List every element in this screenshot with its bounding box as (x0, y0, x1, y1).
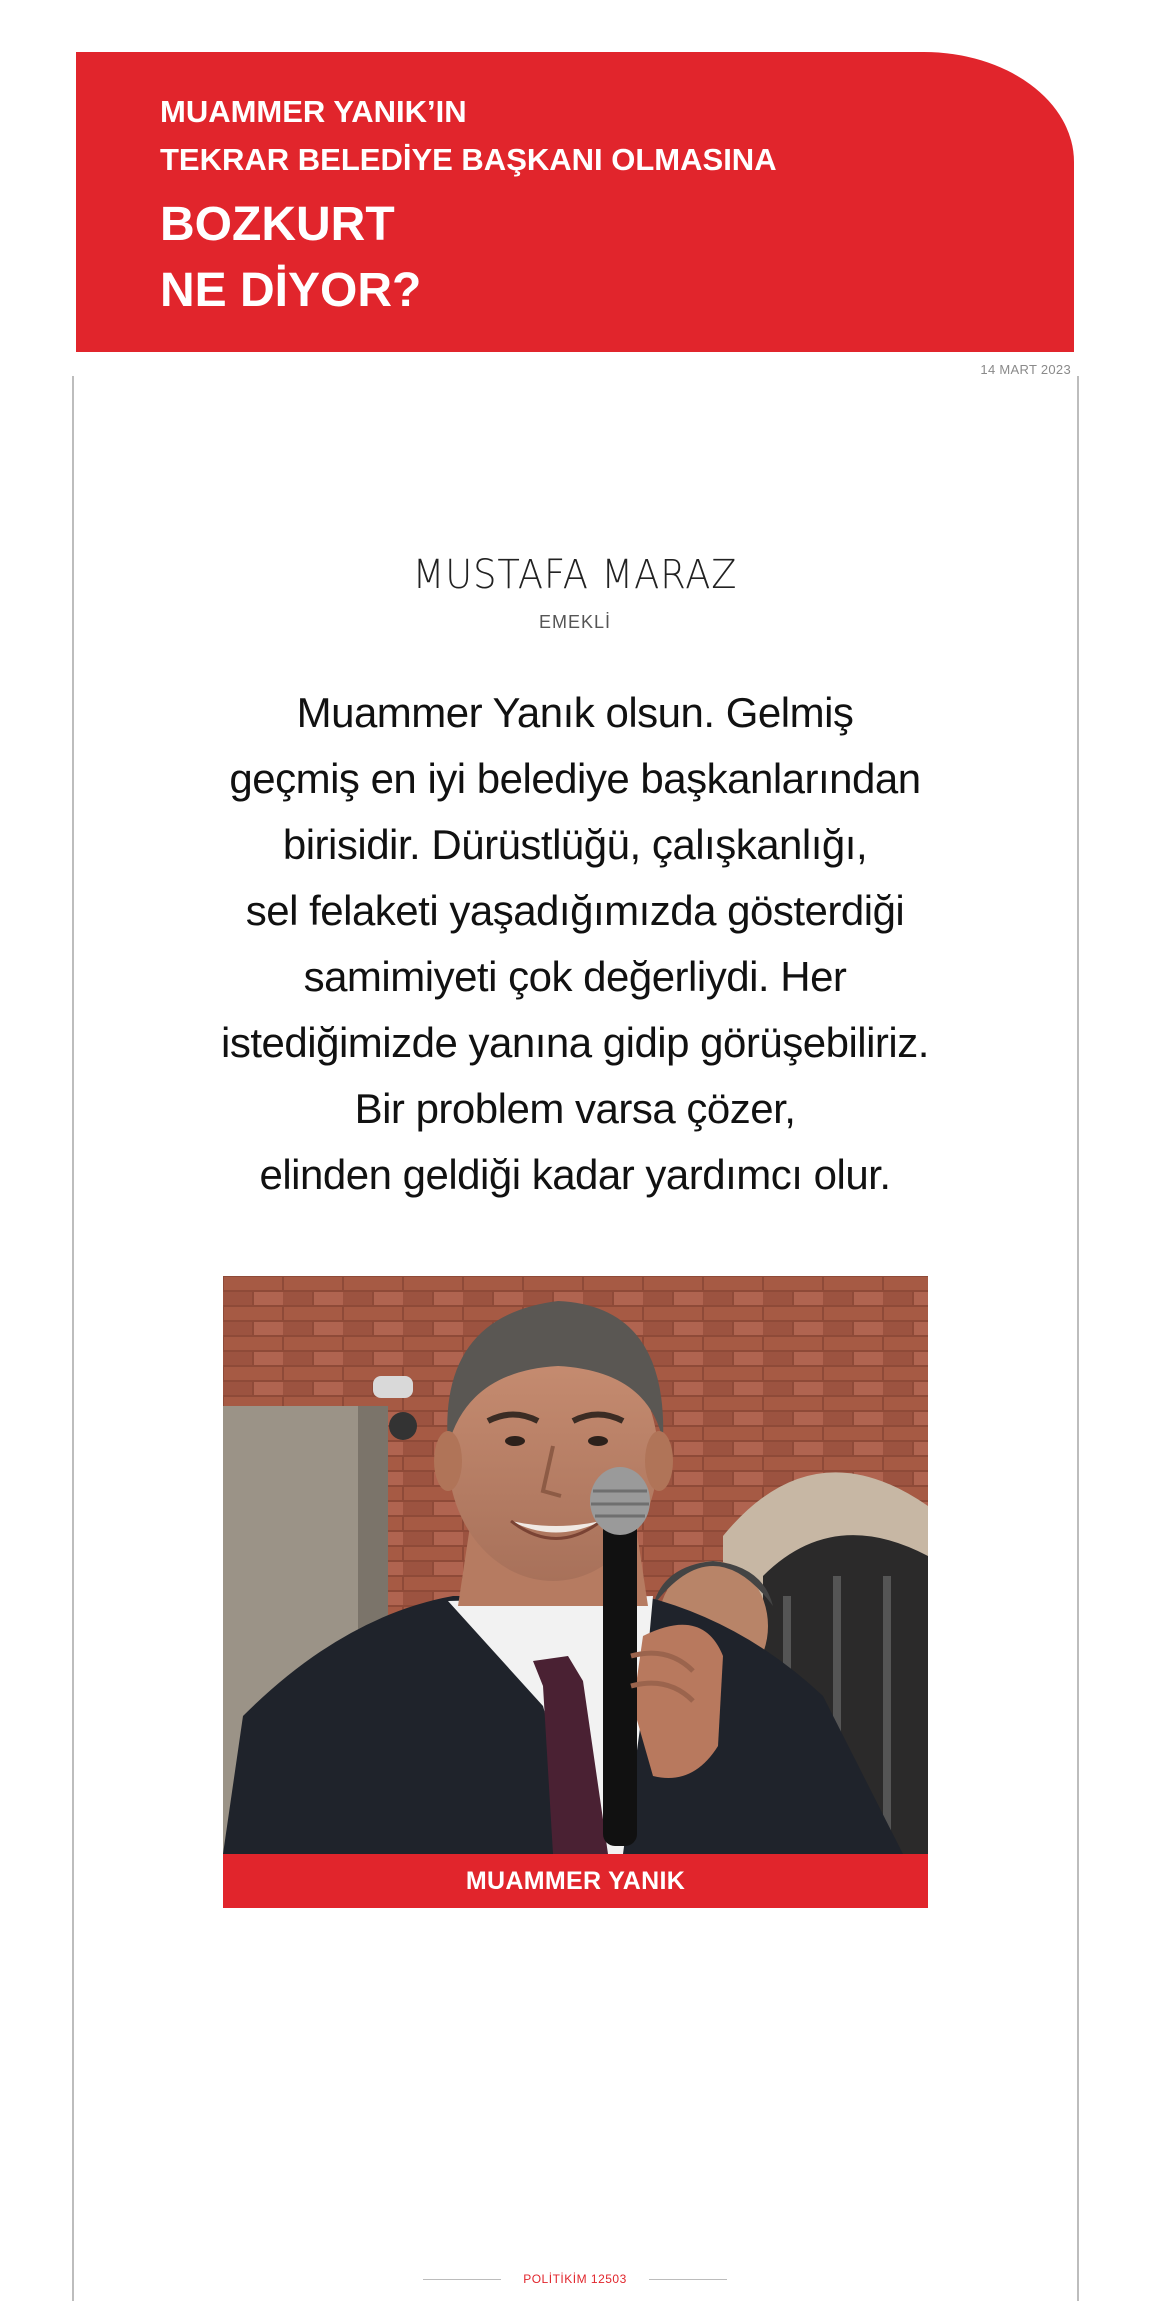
footer-label: POLİTİKİM 12503 (523, 2272, 627, 2286)
person-name: MUSTAFA MARAZ (412, 552, 738, 598)
header-kicker (160, 88, 777, 184)
kicker-line-2: TEKRAR BELEDİYE BAŞKANI OLMASINA (160, 142, 777, 177)
quote-line: birisidir. Dürüstlüğü, çalışkanlığı, (282, 821, 868, 868)
quote-line: istediğimizde yanına gidip görüşebiliriz. (221, 1019, 929, 1066)
quote-line: sel felaketi yaşadığımızda gösterdiği (245, 887, 905, 934)
publish-date: 14 MART 2023 (980, 362, 1071, 377)
headline (160, 192, 421, 324)
headline-line-1: BOZKURT (160, 198, 395, 251)
photo-caption: MUAMMER YANIK (223, 1854, 928, 1908)
footer-rule-right (649, 2279, 727, 2280)
footer-rule-left (423, 2279, 501, 2280)
header-banner (76, 52, 1074, 352)
page-footer (0, 2272, 1150, 2286)
quote-line: Muammer Yanık olsun. Gelmiş (296, 689, 854, 736)
headline-line-2: NE DİYOR? (160, 264, 422, 317)
quote-line: geçmiş en iyi belediye başkanlarından (229, 755, 921, 802)
portrait-photo (223, 1276, 928, 1854)
quote-line: samimiyeti çok değerliydi. Her (303, 953, 847, 1000)
person-role: EMEKLİ (538, 612, 612, 632)
quote-text (200, 680, 950, 1208)
quote-line: elinden geldiği kadar yardımcı olur. (259, 1151, 891, 1198)
kicker-line-1: MUAMMER YANIK’IN (160, 94, 467, 129)
quote-line: Bir problem varsa çözer, (354, 1085, 796, 1132)
